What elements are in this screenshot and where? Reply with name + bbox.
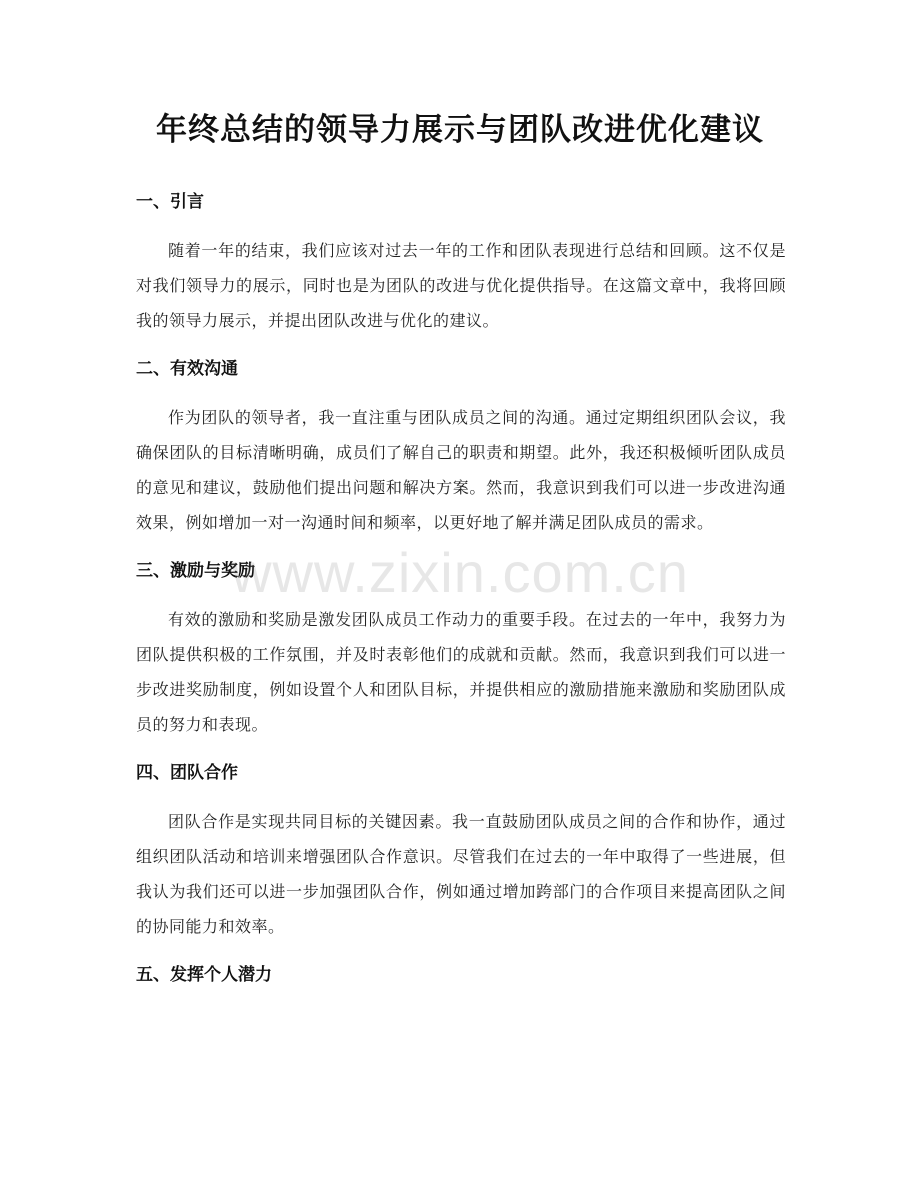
section-teamwork bbox=[136, 754, 786, 944]
section-heading: 五、发挥个人潜力 bbox=[136, 965, 272, 985]
section-paragraph: 随着一年的结束，我们应该对过去一年的工作和团队表现进行总结和回顾。这不仅是对我们领导力的展示，同时也是为团队的改进与优化提供指导。在这篇文章中，我将回顾我的领导力展示，并提出团队改进与优化的建议。 bbox=[136, 241, 786, 330]
section-heading: 四、团队合作 bbox=[136, 763, 238, 783]
document-body bbox=[136, 183, 786, 1006]
section-paragraph: 有效的激励和奖励是激发团队成员工作动力的重要手段。在过去的一年中，我努力为团队提供积极的工作氛围，并及时表彰他们的成就和贡献。然而，我意识到我们可以进一步改进奖励制度，例如设置个人和团队目标，并提供相应的激励措施来激励和奖励团队成员的努力和表现。 bbox=[136, 610, 786, 734]
section-potential bbox=[136, 956, 786, 994]
section-paragraph: 作为团队的领导者，我一直注重与团队成员之间的沟通。通过定期组织团队会议，我确保团队的目标清晰明确，成员们了解自己的职责和期望。此外，我还积极倾听团队成员的意见和建议，鼓励他们提出问题和解决方案。然而，我意识到我们可以进一步改进沟通效果，例如增加一对一沟通时间和频率，以更好地了解并满足团队成员的需求。 bbox=[136, 408, 786, 532]
page-title: 年终总结的领导力展示与团队改进优化建议 bbox=[156, 112, 764, 148]
section-heading: 三、激励与奖励 bbox=[136, 561, 255, 581]
section-incentives bbox=[136, 552, 786, 742]
section-communication bbox=[136, 350, 786, 540]
watermark-text: www.zixin.com.cn bbox=[231, 541, 689, 604]
section-heading: 一、引言 bbox=[136, 192, 204, 212]
section-heading: 二、有效沟通 bbox=[136, 359, 238, 379]
section-paragraph: 团队合作是实现共同目标的关键因素。我一直鼓励团队成员之间的合作和协作，通过组织团队活动和培训来增强团队合作意识。尽管我们在过去的一年中取得了一些进展，但我认为我们还可以进一步加强团队合作，例如通过增加跨部门的合作项目来提高团队之间的协同能力和效率。 bbox=[136, 812, 786, 936]
section-introduction bbox=[136, 183, 786, 338]
